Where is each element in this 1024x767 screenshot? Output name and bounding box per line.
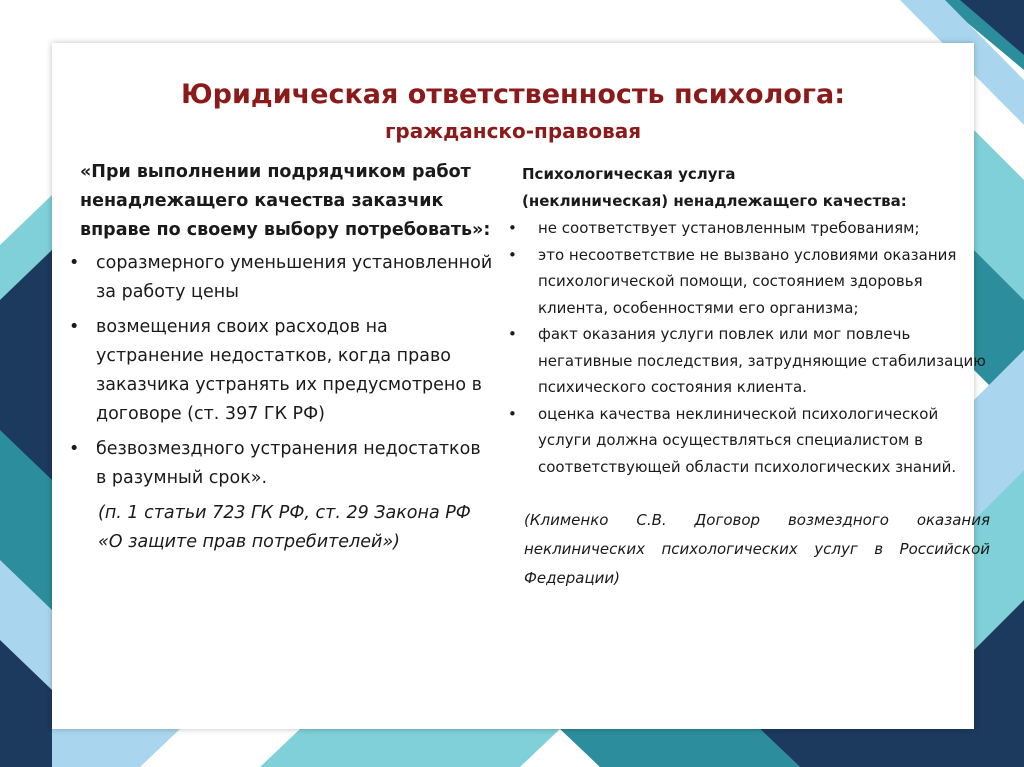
left-list [66, 249, 496, 493]
right-list [506, 215, 990, 480]
bullet-icon: • [508, 325, 517, 343]
left-lead-quote: «При выполнении подрядчиком работ ненадлежащего качества заказчик вправе по своему выбору потребовать»: [80, 162, 491, 240]
bullet-icon: • [508, 219, 517, 237]
list-item [506, 242, 990, 322]
slide-card [52, 43, 990, 729]
list-item [66, 249, 496, 307]
list-item-text: не соответствует установленным требованиям; [538, 219, 920, 237]
list-item [506, 215, 990, 242]
right-heading-line1: Психологическая услуга [522, 165, 736, 183]
list-item [506, 401, 990, 481]
right-heading-line2: (неклиническая) ненадлежащего качества: [522, 192, 907, 210]
slide-title: Юридическая ответственность психолога: [180, 79, 846, 110]
list-item-text: факт оказания услуги повлек или мог повлечь негативные последствия, затрудняющие стабилизацию психического состояния клиента. [538, 325, 986, 396]
bullet-icon: • [69, 439, 80, 459]
slide-subtitle: гражданско-правовая [384, 119, 642, 143]
right-column [506, 161, 990, 593]
list-item [66, 313, 496, 429]
bullet-icon: • [508, 245, 517, 264]
left-reference: (п. 1 статьи 723 ГК РФ, ст. 29 Закона РФ «О защите прав потребителей») [98, 503, 471, 552]
list-item-text: безвозмездного устранения недостатков в разумный срок». [96, 439, 481, 488]
bullet-icon: • [508, 404, 517, 423]
list-item-text: оценка качества неклинической психологической услуги должна осуществляться специалистом в соответствующей области психологических знаний. [538, 404, 957, 476]
left-column [66, 158, 496, 557]
list-item [506, 321, 990, 401]
list-item-text: это несоответствие не вызвано условиями оказания психологической помощи, состоянием здоровья клиента, особенностями его организма; [538, 245, 957, 317]
list-item-text: соразмерного уменьшения установленной за работу цены [96, 253, 493, 302]
bullet-icon: • [69, 317, 80, 337]
right-reference: (Клименко С.В. Договор возмездного оказания неклинических психологических услуг в Российской Федерации) [524, 511, 990, 587]
list-item-text: возмещения своих расходов на устранение недостатков, когда право заказчика устранять их предусмотрено в договоре (ст. 397 ГК РФ) [96, 317, 482, 424]
bullet-icon: • [69, 253, 80, 273]
list-item [66, 435, 496, 493]
